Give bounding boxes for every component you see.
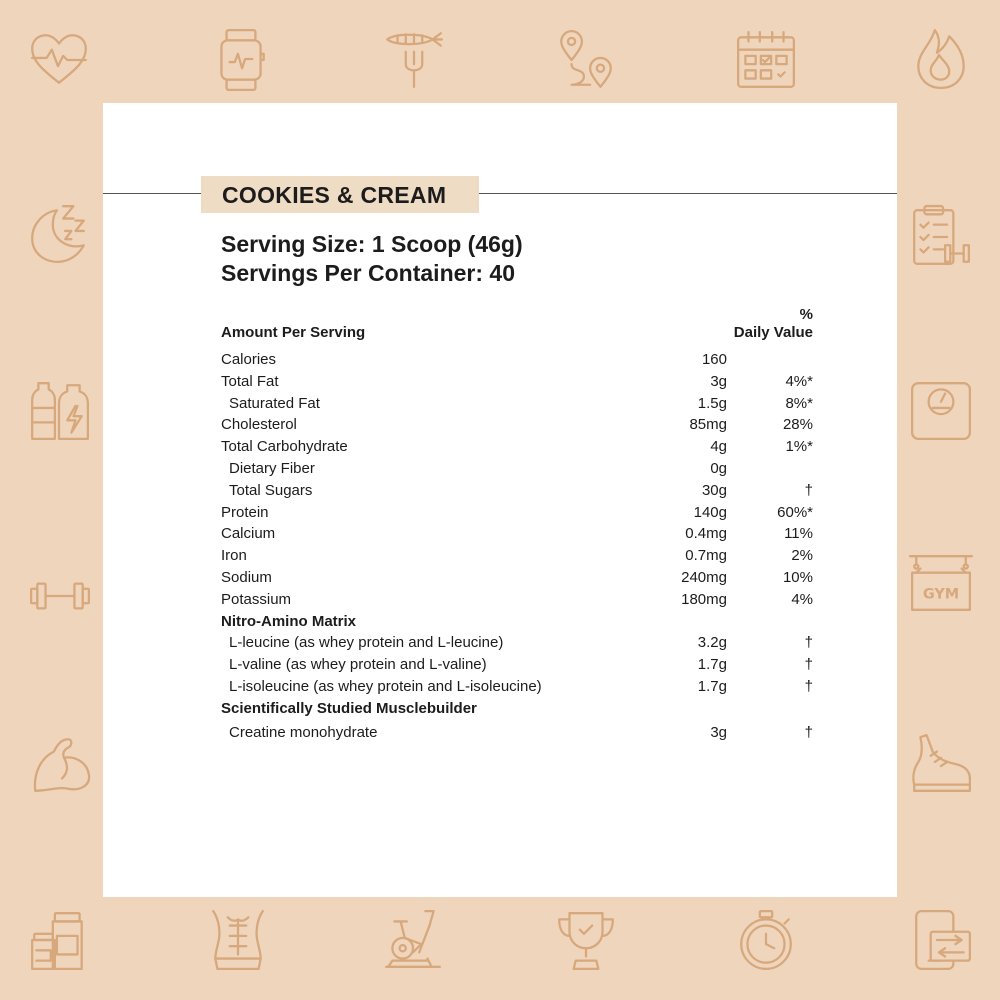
nutrient-daily-value: 1%* — [785, 438, 813, 456]
nutrient-row — [221, 482, 813, 504]
dumbbell-icon — [27, 563, 93, 629]
nutrient-daily-value: † — [804, 723, 813, 741]
nutrient-amount: 3g — [710, 723, 727, 741]
nutrient-row — [221, 438, 813, 460]
nutrient-name: Protein — [221, 503, 269, 521]
nutrient-name: Total Fat — [221, 372, 279, 390]
nutrient-name: L-leucine (as whey protein and L-leucine) — [229, 634, 504, 652]
sleep-moon-icon — [26, 200, 92, 266]
nutrient-daily-value: † — [804, 656, 813, 674]
nutrient-row — [221, 460, 813, 482]
running-shoe-icon — [908, 731, 974, 797]
scale-icon — [908, 377, 974, 443]
nutrient-amount: 140g — [693, 503, 727, 521]
nutrient-amount: 240mg — [681, 569, 727, 586]
nutrient-name: Scientifically Studied Musclebuilder — [221, 699, 477, 717]
amount-per-serving-header: Amount Per Serving — [221, 324, 366, 341]
nutrient-name: Dietary Fiber — [229, 460, 315, 477]
nutrient-daily-value: † — [804, 678, 813, 695]
phone-transfer-icon — [908, 907, 974, 973]
flame-icon — [908, 26, 974, 92]
nutrient-daily-value: † — [804, 634, 813, 652]
nutrient-daily-value: † — [804, 481, 813, 499]
nutrient-daily-value: 8%* — [785, 394, 813, 412]
nutrient-name: Total Carbohydrate — [221, 438, 348, 456]
nutrient-name: Sodium — [221, 569, 272, 586]
nutrition-label-card — [103, 103, 897, 897]
nutrient-amount: 180mg — [681, 590, 727, 608]
nutrient-row — [221, 395, 813, 417]
nutrient-daily-value: 11% — [784, 525, 813, 543]
nutrient-name: Nitro-Amino Matrix — [221, 612, 356, 630]
nutrient-name: Calories — [221, 351, 277, 368]
nutrient-amount: 4g — [710, 438, 727, 456]
nutrient-name: L-isoleucine (as whey protein and L-isoleucine) — [229, 678, 542, 695]
nutrient-amount: 1.7g — [697, 678, 727, 695]
stopwatch-icon — [733, 907, 799, 973]
abs-torso-icon — [205, 907, 271, 973]
nutrient-name: Iron — [221, 547, 247, 565]
nutrient-amount: 3.2g — [697, 634, 727, 652]
nutrient-row — [221, 525, 813, 547]
carrot-fork-icon — [381, 25, 447, 91]
smartwatch-icon — [208, 27, 274, 93]
nutrient-amount: 30g — [701, 481, 727, 499]
flexed-arm-icon — [27, 731, 93, 797]
nutrient-row — [221, 547, 813, 569]
nutrient-row — [221, 373, 813, 395]
nutrient-amount: 1.7g — [697, 656, 727, 674]
nutrient-name: Potassium — [221, 590, 292, 608]
trophy-icon — [553, 907, 619, 973]
nutrient-amount: 0.7mg — [685, 547, 727, 565]
nutrient-daily-value: 60%* — [777, 503, 813, 521]
gym-sign-icon — [908, 550, 974, 616]
nutrient-row — [221, 634, 813, 656]
nutrient-row — [221, 724, 813, 746]
nutrient-amount: 85mg — [689, 416, 727, 434]
nutrient-daily-value: 4%* — [785, 372, 813, 390]
nutrient-amount: 160 — [701, 351, 727, 368]
percent-header: % — [799, 306, 813, 323]
nutrient-amount: 3g — [710, 372, 727, 390]
nutrient-row — [221, 613, 813, 635]
nutrient-daily-value: 4% — [791, 590, 813, 608]
nutrient-name: Total Sugars — [229, 481, 313, 499]
heart-pulse-icon — [26, 27, 92, 93]
nutrient-amount: 0g — [710, 460, 727, 477]
nutrient-row — [221, 700, 813, 722]
nutrient-daily-value: 10% — [782, 569, 813, 586]
nutrient-name: Calcium — [221, 525, 276, 543]
calendar-icon — [733, 27, 799, 93]
nutrient-name: L-valine (as whey protein and L-valine) — [229, 656, 487, 674]
nutrient-daily-value: 28% — [782, 416, 813, 434]
nutrient-row — [221, 591, 813, 613]
nutrient-daily-value: 2% — [791, 547, 813, 565]
exercise-bike-icon — [380, 907, 446, 973]
nutrient-row — [221, 504, 813, 526]
nutrient-amount: 0.4mg — [685, 525, 727, 543]
nutrient-row — [221, 656, 813, 678]
nutrient-row — [221, 569, 813, 591]
nutrient-name: Cholesterol — [221, 416, 297, 434]
nutrient-row — [221, 416, 813, 438]
water-bottles-icon — [26, 377, 92, 443]
daily-value-header: Daily Value — [733, 324, 813, 341]
nutrient-row — [221, 678, 813, 700]
checklist-dumbbell-icon — [908, 204, 974, 270]
nutrient-amount: 1.5g — [697, 394, 727, 412]
flavor-title: COOKIES & CREAM — [222, 182, 447, 208]
nutrient-name: Saturated Fat — [229, 394, 320, 412]
route-map-icon — [553, 27, 619, 93]
nutrient-name: Creatine monohydrate — [229, 723, 378, 741]
supplement-jars-icon — [26, 907, 92, 973]
servings-per-container: Servings Per Container: 40 — [221, 260, 515, 286]
gym-sign-text: GYM — [922, 586, 960, 603]
nutrient-row — [221, 351, 813, 373]
serving-size: Serving Size: 1 Scoop (46g) — [221, 231, 523, 257]
